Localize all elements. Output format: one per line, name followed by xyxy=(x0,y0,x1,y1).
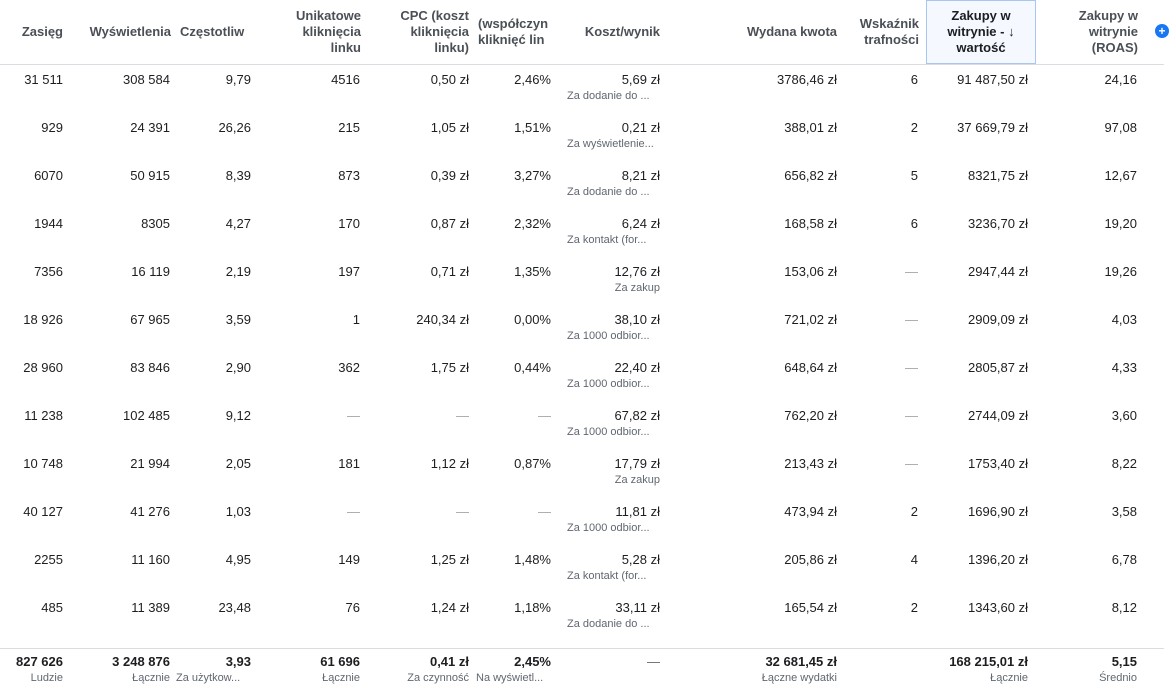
cell-ctr: 1,48% xyxy=(514,552,551,567)
cell-cost-result-type: Za kontakt (for... xyxy=(567,570,647,582)
cell-unique-clicks: 215 xyxy=(338,120,360,135)
cell-cost-result-type: Za zakup xyxy=(614,474,660,486)
cell-amount-spent: 388,01 zł xyxy=(784,120,837,135)
header-roas[interactable]: Zakupy w witrynie (ROAS) xyxy=(1078,8,1138,55)
cell-impressions: 21 994 xyxy=(130,456,170,471)
cell-impressions: 102 485 xyxy=(123,408,170,423)
cell-roas: 6,78 xyxy=(1111,552,1137,567)
cell-ctr: 2,46% xyxy=(514,72,551,87)
cell-frequency: 2,19 xyxy=(225,264,251,279)
cell-purchase-value: 1753,40 zł xyxy=(968,456,1028,471)
cell-unique-clicks: 181 xyxy=(338,456,360,471)
cell-frequency: 2,05 xyxy=(225,456,251,471)
cell-purchase-value: 8321,75 zł xyxy=(968,168,1028,183)
cell-unique-clicks: 170 xyxy=(338,216,360,231)
cell-reach: 18 926 xyxy=(23,312,63,327)
cell-cost-per-result: 17,79 zł xyxy=(614,456,660,471)
total-amount-spent: 32 681,45 zł xyxy=(765,654,837,669)
cell-reach: 40 127 xyxy=(23,504,63,519)
cell-reach: 6070 xyxy=(34,168,63,183)
total-purchase-value: 168 215,01 zł xyxy=(949,654,1028,669)
total-amount-spent-label: Łączne wydatki xyxy=(761,672,837,684)
cell-amount-spent: 762,20 zł xyxy=(784,408,837,423)
cell-cost-per-result: 11,81 zł xyxy=(615,504,660,519)
cell-purchase-value: 2805,87 zł xyxy=(968,360,1028,375)
header-reach[interactable]: Zasięg xyxy=(21,24,63,39)
cell-cost-result-type: Za dodanie do ... xyxy=(567,90,650,102)
cell-roas: 8,12 xyxy=(1111,600,1137,615)
table-row[interactable] xyxy=(0,352,1164,400)
header-relevance-score[interactable]: Wskaźnik trafności xyxy=(859,16,919,47)
cell-roas: 12,67 xyxy=(1104,168,1137,183)
cell-cpc: 1,05 zł xyxy=(430,120,469,135)
cell-amount-spent: 656,82 zł xyxy=(784,168,837,183)
total-unique-clicks-label: Łącznie xyxy=(322,672,360,684)
cell-cost-result-type: Za 1000 odbior... xyxy=(567,330,650,342)
table-row[interactable] xyxy=(0,160,1164,208)
cell-frequency: 8,39 xyxy=(225,168,251,183)
cell-frequency: 26,26 xyxy=(218,120,251,135)
cell-impressions: 41 276 xyxy=(130,504,170,519)
cell-amount-spent: 205,86 zł xyxy=(784,552,837,567)
cell-purchase-value: 2909,09 zł xyxy=(968,312,1028,327)
cell-frequency: 4,95 xyxy=(225,552,251,567)
total-roas: 5,15 xyxy=(1111,654,1137,669)
cell-relevance: — xyxy=(905,264,918,279)
cell-roas: 19,26 xyxy=(1104,264,1137,279)
cell-purchase-value: 2744,09 zł xyxy=(968,408,1028,423)
cell-roas: 97,08 xyxy=(1104,120,1137,135)
table-row[interactable] xyxy=(0,256,1164,304)
cell-cpc: — xyxy=(456,504,469,519)
cell-frequency: 1,03 xyxy=(225,504,251,519)
cell-roas: 4,33 xyxy=(1111,360,1137,375)
cell-relevance: — xyxy=(905,312,918,327)
cell-unique-clicks: — xyxy=(347,504,360,519)
table-row[interactable] xyxy=(0,592,1164,640)
cell-cost-result-type: Za dodanie do ... xyxy=(567,618,650,630)
cell-unique-clicks: 1 xyxy=(352,312,360,327)
cell-impressions: 8305 xyxy=(141,216,170,231)
cell-cpc: 0,87 zł xyxy=(430,216,469,231)
cell-cpc: 0,71 zł xyxy=(430,264,469,279)
total-cpc-label: Za czynność xyxy=(407,672,469,684)
total-cost-per-result: — xyxy=(647,654,660,669)
total-frequency: 3,93 xyxy=(225,654,251,669)
cell-ctr: — xyxy=(538,408,551,423)
cell-cpc: 0,39 zł xyxy=(430,168,469,183)
total-cpc: 0,41 zł xyxy=(429,654,469,669)
cell-cpc: 1,24 zł xyxy=(430,600,469,615)
totals-divider xyxy=(0,648,1164,649)
cell-impressions: 16 119 xyxy=(131,264,170,279)
cell-frequency: 9,79 xyxy=(225,72,251,87)
cell-impressions: 50 915 xyxy=(130,168,170,183)
cell-cost-per-result: 33,11 zł xyxy=(615,600,660,615)
cell-purchase-value: 91 487,50 zł xyxy=(957,72,1028,87)
cell-purchase-value: 1396,20 zł xyxy=(968,552,1028,567)
total-impressions-label: Łącznie xyxy=(132,672,170,684)
total-unique-clicks: 61 696 xyxy=(320,654,360,669)
cell-impressions: 11 389 xyxy=(131,600,170,615)
cell-relevance: 2 xyxy=(910,120,918,135)
cell-amount-spent: 3786,46 zł xyxy=(777,72,837,87)
total-ctr: 2,45% xyxy=(514,654,551,669)
cell-cost-result-type: Za zakup xyxy=(614,282,660,294)
cell-cpc: 1,12 zł xyxy=(430,456,469,471)
cell-purchase-value: 3236,70 zł xyxy=(968,216,1028,231)
header-amount-spent[interactable]: Wydana kwota xyxy=(746,24,837,39)
cell-reach: 485 xyxy=(41,600,63,615)
cell-frequency: 9,12 xyxy=(225,408,251,423)
cell-cost-result-type: Za 1000 odbior... xyxy=(567,522,650,534)
total-purchase-value-label: Łącznie xyxy=(990,672,1028,684)
cell-reach: 929 xyxy=(41,120,63,135)
table-row[interactable] xyxy=(0,112,1164,160)
cell-relevance: — xyxy=(905,408,918,423)
table-header xyxy=(0,0,1164,65)
total-reach-label: Ludzie xyxy=(30,672,63,684)
cell-reach: 7356 xyxy=(34,264,63,279)
cell-amount-spent: 213,43 zł xyxy=(784,456,837,471)
cell-amount-spent: 721,02 zł xyxy=(784,312,837,327)
header-frequency[interactable]: Częstotliw xyxy=(180,24,245,39)
header-purchase-value-sorted[interactable]: Zakupy w witrynie - ↓ wartość xyxy=(926,0,1036,64)
cell-ctr: 1,51% xyxy=(514,120,551,135)
total-roas-label: Średnio xyxy=(1099,672,1137,684)
cell-roas: 3,60 xyxy=(1111,408,1137,423)
cell-cost-per-result: 5,28 zł xyxy=(621,552,660,567)
cell-relevance: — xyxy=(905,360,918,375)
cell-cost-per-result: 8,21 zł xyxy=(621,168,660,183)
cell-relevance: — xyxy=(905,456,918,471)
cell-relevance: 2 xyxy=(910,600,918,615)
table-row[interactable] xyxy=(0,208,1164,256)
cell-purchase-value: 2947,44 zł xyxy=(968,264,1028,279)
cell-unique-clicks: 76 xyxy=(345,600,360,615)
header-unique-link-clicks[interactable]: Unikatowe kliknięcia linku xyxy=(295,8,361,55)
cell-ctr: 1,18% xyxy=(514,600,551,615)
cell-impressions: 24 391 xyxy=(130,120,170,135)
cell-cost-per-result: 6,24 zł xyxy=(621,216,660,231)
cell-reach: 2255 xyxy=(34,552,63,567)
cell-frequency: 23,48 xyxy=(218,600,251,615)
cell-reach: 1944 xyxy=(34,216,63,231)
cell-cpc: 1,75 zł xyxy=(430,360,469,375)
cell-cost-per-result: 5,69 zł xyxy=(621,72,660,87)
cell-roas: 4,03 xyxy=(1111,312,1137,327)
cell-cpc: 0,50 zł xyxy=(430,72,469,87)
cell-amount-spent: 648,64 zł xyxy=(784,360,837,375)
cell-relevance: 5 xyxy=(910,168,918,183)
cell-frequency: 4,27 xyxy=(225,216,251,231)
cell-impressions: 83 846 xyxy=(130,360,170,375)
cell-frequency: 3,59 xyxy=(225,312,251,327)
cell-cost-per-result: 12,76 zł xyxy=(614,264,660,279)
cell-cost-per-result: 38,10 zł xyxy=(614,312,660,327)
cell-unique-clicks: 4516 xyxy=(331,72,360,87)
cell-ctr: 2,32% xyxy=(514,216,551,231)
header-ctr[interactable]: (współczyn kliknięć lin xyxy=(478,16,549,47)
cell-cost-per-result: 0,21 zł xyxy=(621,120,660,135)
cell-reach: 11 238 xyxy=(24,408,63,423)
cell-frequency: 2,90 xyxy=(225,360,251,375)
total-reach: 827 626 xyxy=(16,654,63,669)
cell-impressions: 67 965 xyxy=(130,312,170,327)
cell-relevance: 6 xyxy=(910,72,918,87)
cell-purchase-value: 1343,60 zł xyxy=(968,600,1028,615)
cell-unique-clicks: 197 xyxy=(338,264,360,279)
cell-amount-spent: 165,54 zł xyxy=(784,600,837,615)
plus-circle-icon[interactable]: + xyxy=(1155,24,1169,38)
cell-roas: 8,22 xyxy=(1111,456,1137,471)
cell-impressions: 11 160 xyxy=(131,552,170,567)
cell-relevance: 2 xyxy=(910,504,918,519)
header-impressions[interactable]: Wyświetlenia xyxy=(89,24,171,39)
cell-cpc: 1,25 zł xyxy=(430,552,469,567)
cell-cost-per-result: 67,82 zł xyxy=(614,408,660,423)
cell-roas: 3,58 xyxy=(1111,504,1137,519)
cell-cost-per-result: 22,40 zł xyxy=(614,360,660,375)
cell-purchase-value: 37 669,79 zł xyxy=(957,120,1028,135)
cell-amount-spent: 473,94 zł xyxy=(784,504,837,519)
table-row[interactable] xyxy=(0,64,1164,112)
cell-cpc: 240,34 zł xyxy=(416,312,469,327)
cell-cost-result-type: Za dodanie do ... xyxy=(567,186,650,198)
cell-roas: 19,20 xyxy=(1104,216,1137,231)
cell-amount-spent: 153,06 zł xyxy=(784,264,837,279)
cell-ctr: 0,44% xyxy=(514,360,551,375)
cell-unique-clicks: 873 xyxy=(338,168,360,183)
cell-cost-result-type: Za 1000 odbior... xyxy=(567,426,650,438)
cell-ctr: 3,27% xyxy=(514,168,551,183)
cell-impressions: 308 584 xyxy=(123,72,170,87)
cell-ctr: 0,87% xyxy=(514,456,551,471)
cell-ctr: — xyxy=(538,504,551,519)
cell-amount-spent: 168,58 zł xyxy=(784,216,837,231)
cell-unique-clicks: 149 xyxy=(338,552,360,567)
cell-cost-result-type: Za wyświetlenie... xyxy=(567,138,654,150)
table-row[interactable] xyxy=(0,400,1164,448)
cell-ctr: 1,35% xyxy=(514,264,551,279)
cell-cpc: — xyxy=(456,408,469,423)
table-row[interactable] xyxy=(0,496,1164,544)
cell-roas: 24,16 xyxy=(1104,72,1137,87)
cell-unique-clicks: — xyxy=(347,408,360,423)
cell-reach: 31 511 xyxy=(24,72,63,87)
header-cost-per-result[interactable]: Koszt/wynik xyxy=(584,24,660,39)
cell-ctr: 0,00% xyxy=(514,312,551,327)
table-row[interactable] xyxy=(0,544,1164,592)
header-cpc[interactable]: CPC (koszt kliknięcia linku) xyxy=(400,8,469,55)
cell-relevance: 6 xyxy=(910,216,918,231)
cell-reach: 28 960 xyxy=(23,360,63,375)
cell-relevance: 4 xyxy=(910,552,918,567)
cell-purchase-value: 1696,90 zł xyxy=(968,504,1028,519)
total-frequency-label: Za użytkow... xyxy=(176,672,241,684)
total-impressions: 3 248 876 xyxy=(112,654,170,669)
cell-reach: 10 748 xyxy=(23,456,63,471)
table-row[interactable] xyxy=(0,304,1164,352)
total-ctr-label: Na wyświetl... xyxy=(476,672,544,684)
table-row[interactable] xyxy=(0,448,1164,496)
cell-cost-result-type: Za kontakt (for... xyxy=(567,234,647,246)
cell-cost-result-type: Za 1000 odbior... xyxy=(567,378,650,390)
cell-unique-clicks: 362 xyxy=(338,360,360,375)
